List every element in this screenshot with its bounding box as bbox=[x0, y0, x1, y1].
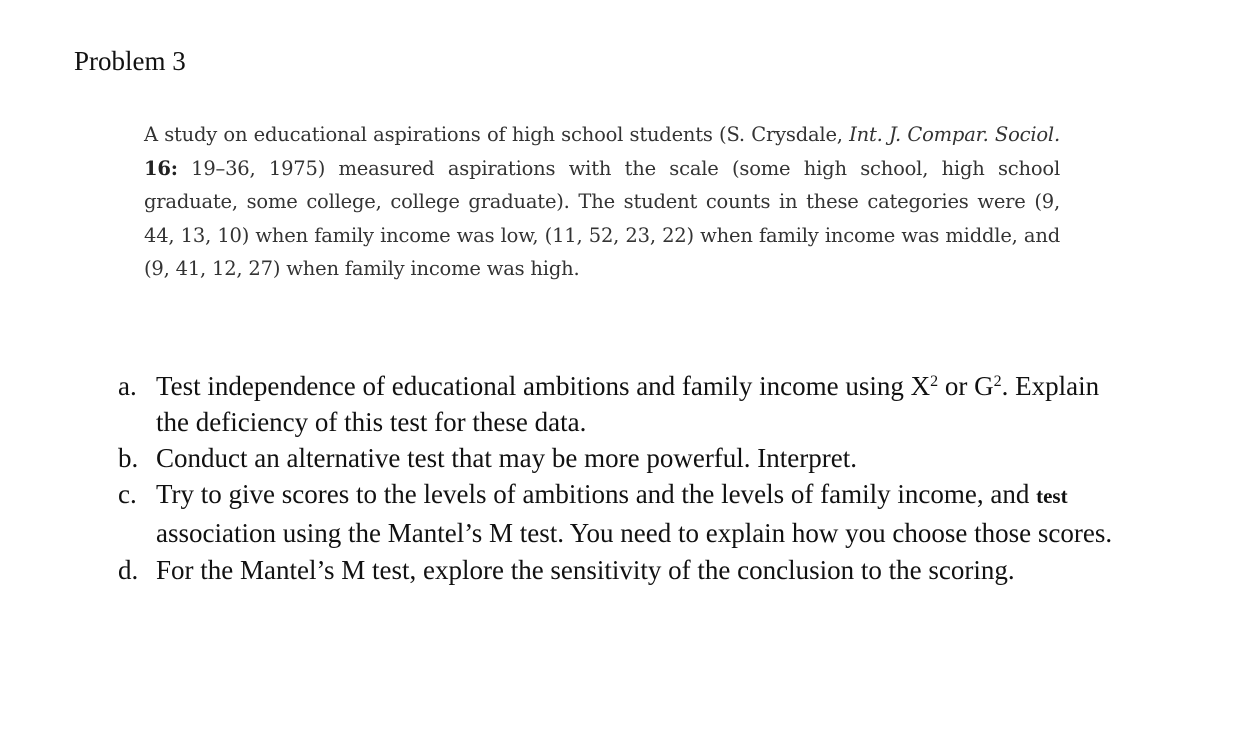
question-b bbox=[118, 440, 1118, 476]
question-text: For the Mantel’s M test, explore the sensitivity of the conclusion to the scoring. bbox=[156, 555, 1015, 585]
question-text bbox=[156, 368, 1118, 440]
question-a-text-1: Test independence of educational ambitions and family income using X bbox=[156, 371, 931, 401]
question-letter: a. bbox=[118, 371, 137, 401]
question-letter: d. bbox=[118, 555, 139, 585]
question-a bbox=[118, 368, 1118, 440]
question-c bbox=[118, 476, 1118, 552]
question-letter: c. bbox=[118, 479, 137, 509]
superscript-2: 2 bbox=[993, 373, 1002, 390]
question-a-text-3: . Explain the deficiency of this test for these data. bbox=[156, 371, 1100, 437]
problem-title: Problem 3 bbox=[74, 46, 186, 76]
question-c-text-1: Try to give scores to the levels of ambitions and the levels of family income, and bbox=[156, 479, 1037, 509]
question-c-emphasis: test bbox=[1036, 484, 1068, 508]
journal-abbrev-1: Int. J. bbox=[849, 123, 902, 146]
question-d bbox=[118, 552, 1118, 588]
question-text: Conduct an alternative test that may be more powerful. Interpret. bbox=[156, 443, 857, 473]
study-excerpt bbox=[144, 118, 1060, 286]
superscript-2: 2 bbox=[930, 373, 939, 390]
excerpt-text-1: A study on educational aspirations of high school students (S. Crysdale, bbox=[144, 123, 850, 146]
question-c-text-2: association using the Mantel’s M test. You need to explain how you choose those scores. bbox=[156, 518, 1113, 548]
excerpt-text-2: 19–36, 1975) measured aspirations with the scale (some high school, high school graduate, some college, college graduate). The student counts in these categories were (9, 44, 13, 10) when family income was low, (11, 52, 23, 22) when family income was middle, and (9, 41, 12, 27) when family income was high. bbox=[144, 156, 1060, 280]
journal-abbrev-2: Compar. Sociol. bbox=[907, 123, 1060, 146]
question-text bbox=[156, 476, 1118, 552]
excerpt-paragraph bbox=[144, 118, 1060, 286]
question-letter: b. bbox=[118, 443, 139, 473]
question-a-text-2: or G bbox=[938, 371, 994, 401]
journal-volume: 16: bbox=[144, 156, 178, 180]
question-list bbox=[118, 368, 1118, 588]
